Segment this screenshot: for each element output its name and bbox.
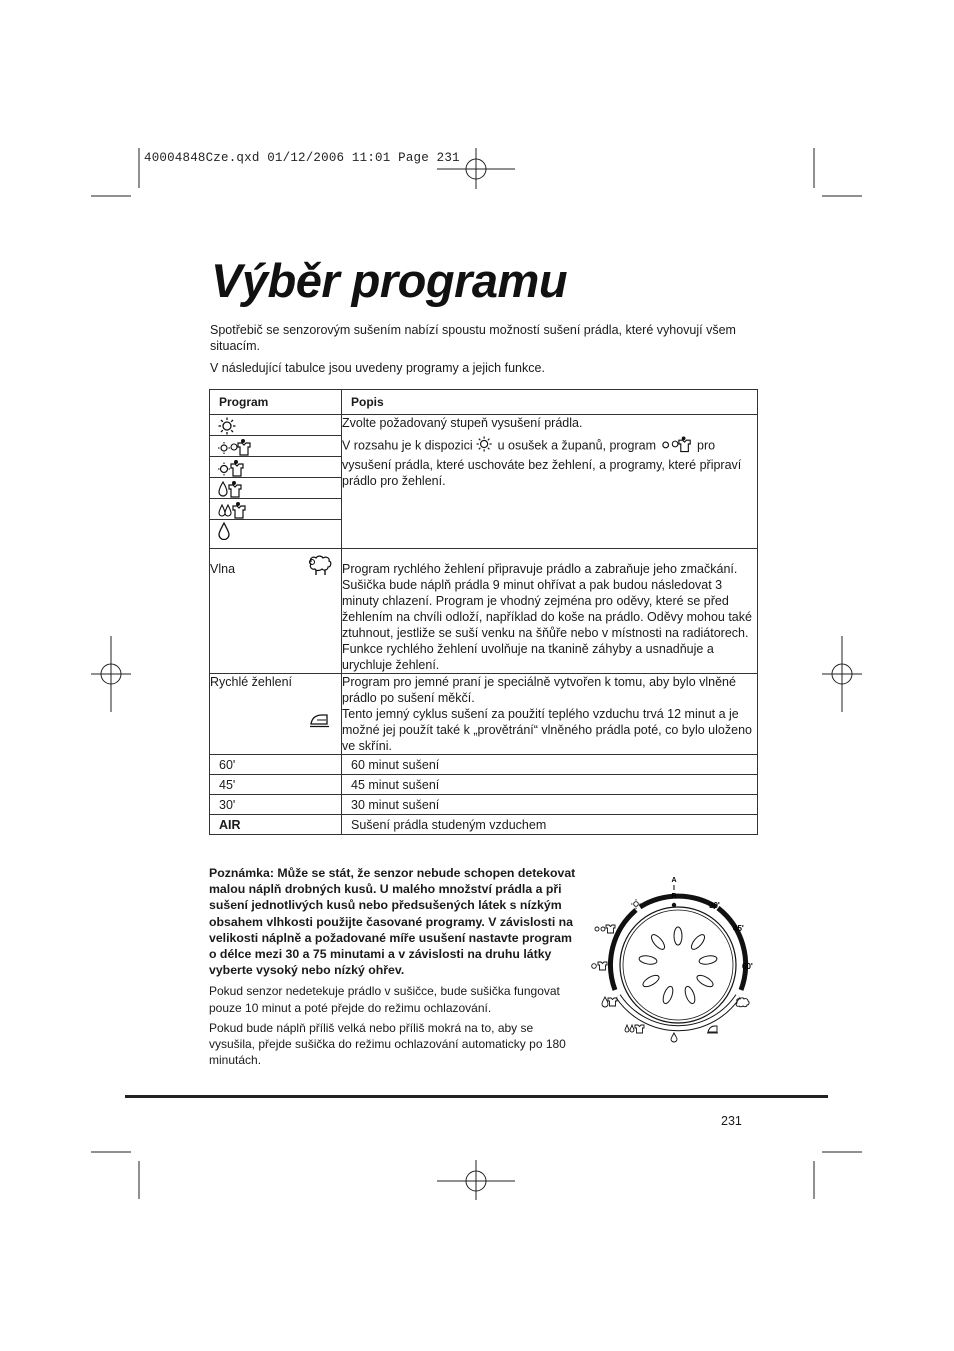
- table-header-row: [210, 390, 758, 415]
- row-description: 30 minut sušení: [351, 798, 440, 812]
- sensor-desc-text-c: pro vysušení prádla, které uschováte bez žehlení, a programy, které připraví prádlo pro žehlení.: [342, 438, 742, 488]
- row-label: AIR: [219, 818, 241, 832]
- page-number: 231: [721, 1114, 742, 1128]
- intro-paragraph-2: V následující tabulce jsou uvedeny programy a jejich funkce.: [210, 361, 545, 375]
- iron-desc-b: Tento jemný cyklus sušení za použití teplého vzduchu trvá 12 minut a je možné jej použít také k „provětrání“ vlněného prádla poté, co bylo uloženo ve skříni.: [342, 707, 752, 753]
- sheep-icon: [305, 555, 335, 581]
- row-description: 60 minut sušení: [351, 758, 440, 772]
- sun-icon: [476, 436, 494, 456]
- drop-icon: [210, 520, 341, 541]
- row-45: [210, 775, 758, 795]
- iron-label: Rychlé žehlení: [210, 675, 292, 689]
- row-description: Sušení prádla studeným vzduchem: [351, 818, 547, 832]
- dial-air-r: R: [671, 893, 677, 900]
- intro: [210, 322, 750, 382]
- sensor-programs-row: [210, 415, 758, 549]
- row-description: 45 minut sušení: [351, 778, 440, 792]
- sensor-desc-text-a: V rozsahu je k dispozici: [342, 438, 473, 453]
- sun-shirt-icon: [210, 436, 341, 457]
- iron-description: [342, 674, 758, 755]
- dial-label-45: 45': [733, 924, 744, 933]
- iron-desc-a: Program pro jemné praní je speciálně vytvořen k tomu, aby bylo vlněné prádlo po sušení měkčí.: [342, 675, 736, 705]
- footer-rule: [125, 1095, 828, 1098]
- note-paragraph-2: Pokud bude náplň příliš velká nebo příliš mokrá na to, aby se vysušila, přejde sušička do režimu ochlazování automaticky po 180 minutách.: [209, 1020, 566, 1068]
- note-bold: Poznámka: Může se stát, že senzor nebude schopen detekovat malou náplň drobných kusů. U malého množství prádla a při sušení jednotlivých kusů nebo předsušených látek s nízkým obsahem vlhkosti použijte časované programy. V závislosti na velikosti náplně a požadované míře usušení nastavte program o délce mezi 30 a 75 minutami a v závislosti na druhu látky vyberte vysoký nebo nízký ohřev.: [209, 866, 576, 978]
- sun-shirt-icon: [660, 435, 694, 457]
- drop-shirt-icon: [210, 478, 341, 499]
- header-program: Program: [210, 390, 342, 415]
- sensor-description: [342, 415, 758, 549]
- row-label: 45': [219, 778, 236, 792]
- dial-label-60: 60': [742, 962, 753, 971]
- iron-icon: [309, 712, 331, 732]
- iron-row: [210, 674, 758, 755]
- row-label: 60': [219, 758, 236, 772]
- sensor-desc-text-b: u osušek a županů, program: [497, 438, 657, 453]
- sun-icon: [210, 415, 341, 436]
- sensor-desc-paragraph: [342, 435, 757, 489]
- dial-air-i: I: [673, 885, 675, 892]
- sensor-desc-line1: Zvolte požadovaný stupeň vysušení prádla.: [342, 416, 583, 430]
- wool-row: [210, 549, 758, 674]
- row-30: [210, 795, 758, 815]
- sun-shirt-small-icon: [210, 457, 341, 478]
- page-title: Výběr programu: [211, 254, 568, 307]
- header-description: Popis: [342, 390, 758, 415]
- dial-air-a: A: [671, 877, 677, 884]
- row-air: [210, 815, 758, 835]
- wool-description: Program rychlého žehlení připravuje prádlo a zabraňuje jeho zmačkání. Sušička bude náplň prádla 9 minut ohřívat a pak budou následovat 3 minuty chlazení. Program je vhodný zejména pro oděvy, které se před žehlením na chvíli odloží, například do koše na prádlo. Oděvy mohou také ztuhnout, jestliže se suší venku na šňůře nebo v místnosti na radiátorech. Funkce rychlého žehlení uvolňuje na tkanině záhyby a usnadňuje a urychluje žehlení.: [342, 549, 758, 674]
- note-paragraph-1: Pokud senzor nedetekuje prádlo v sušičce, bude sušička fungovat pouze 10 minut a poté přejde do režimu ochlazování.: [209, 984, 560, 1015]
- double-drop-shirt-icon: [210, 499, 341, 520]
- wool-label: Vlna: [210, 562, 236, 576]
- row-60: [210, 755, 758, 775]
- program-table: [209, 389, 758, 835]
- row-label: 30': [219, 798, 236, 812]
- file-slug: 40004848Cze.qxd 01/12/2006 11:01 Page 231: [144, 151, 460, 165]
- program-dial: [588, 868, 768, 1048]
- note: [209, 865, 577, 1072]
- intro-paragraph-1: Spotřebič se senzorovým sušením nabízí spoustu možností sušení prádla, které vyhovují všem situacím.: [210, 323, 736, 353]
- dial-label-30: 30': [709, 901, 720, 910]
